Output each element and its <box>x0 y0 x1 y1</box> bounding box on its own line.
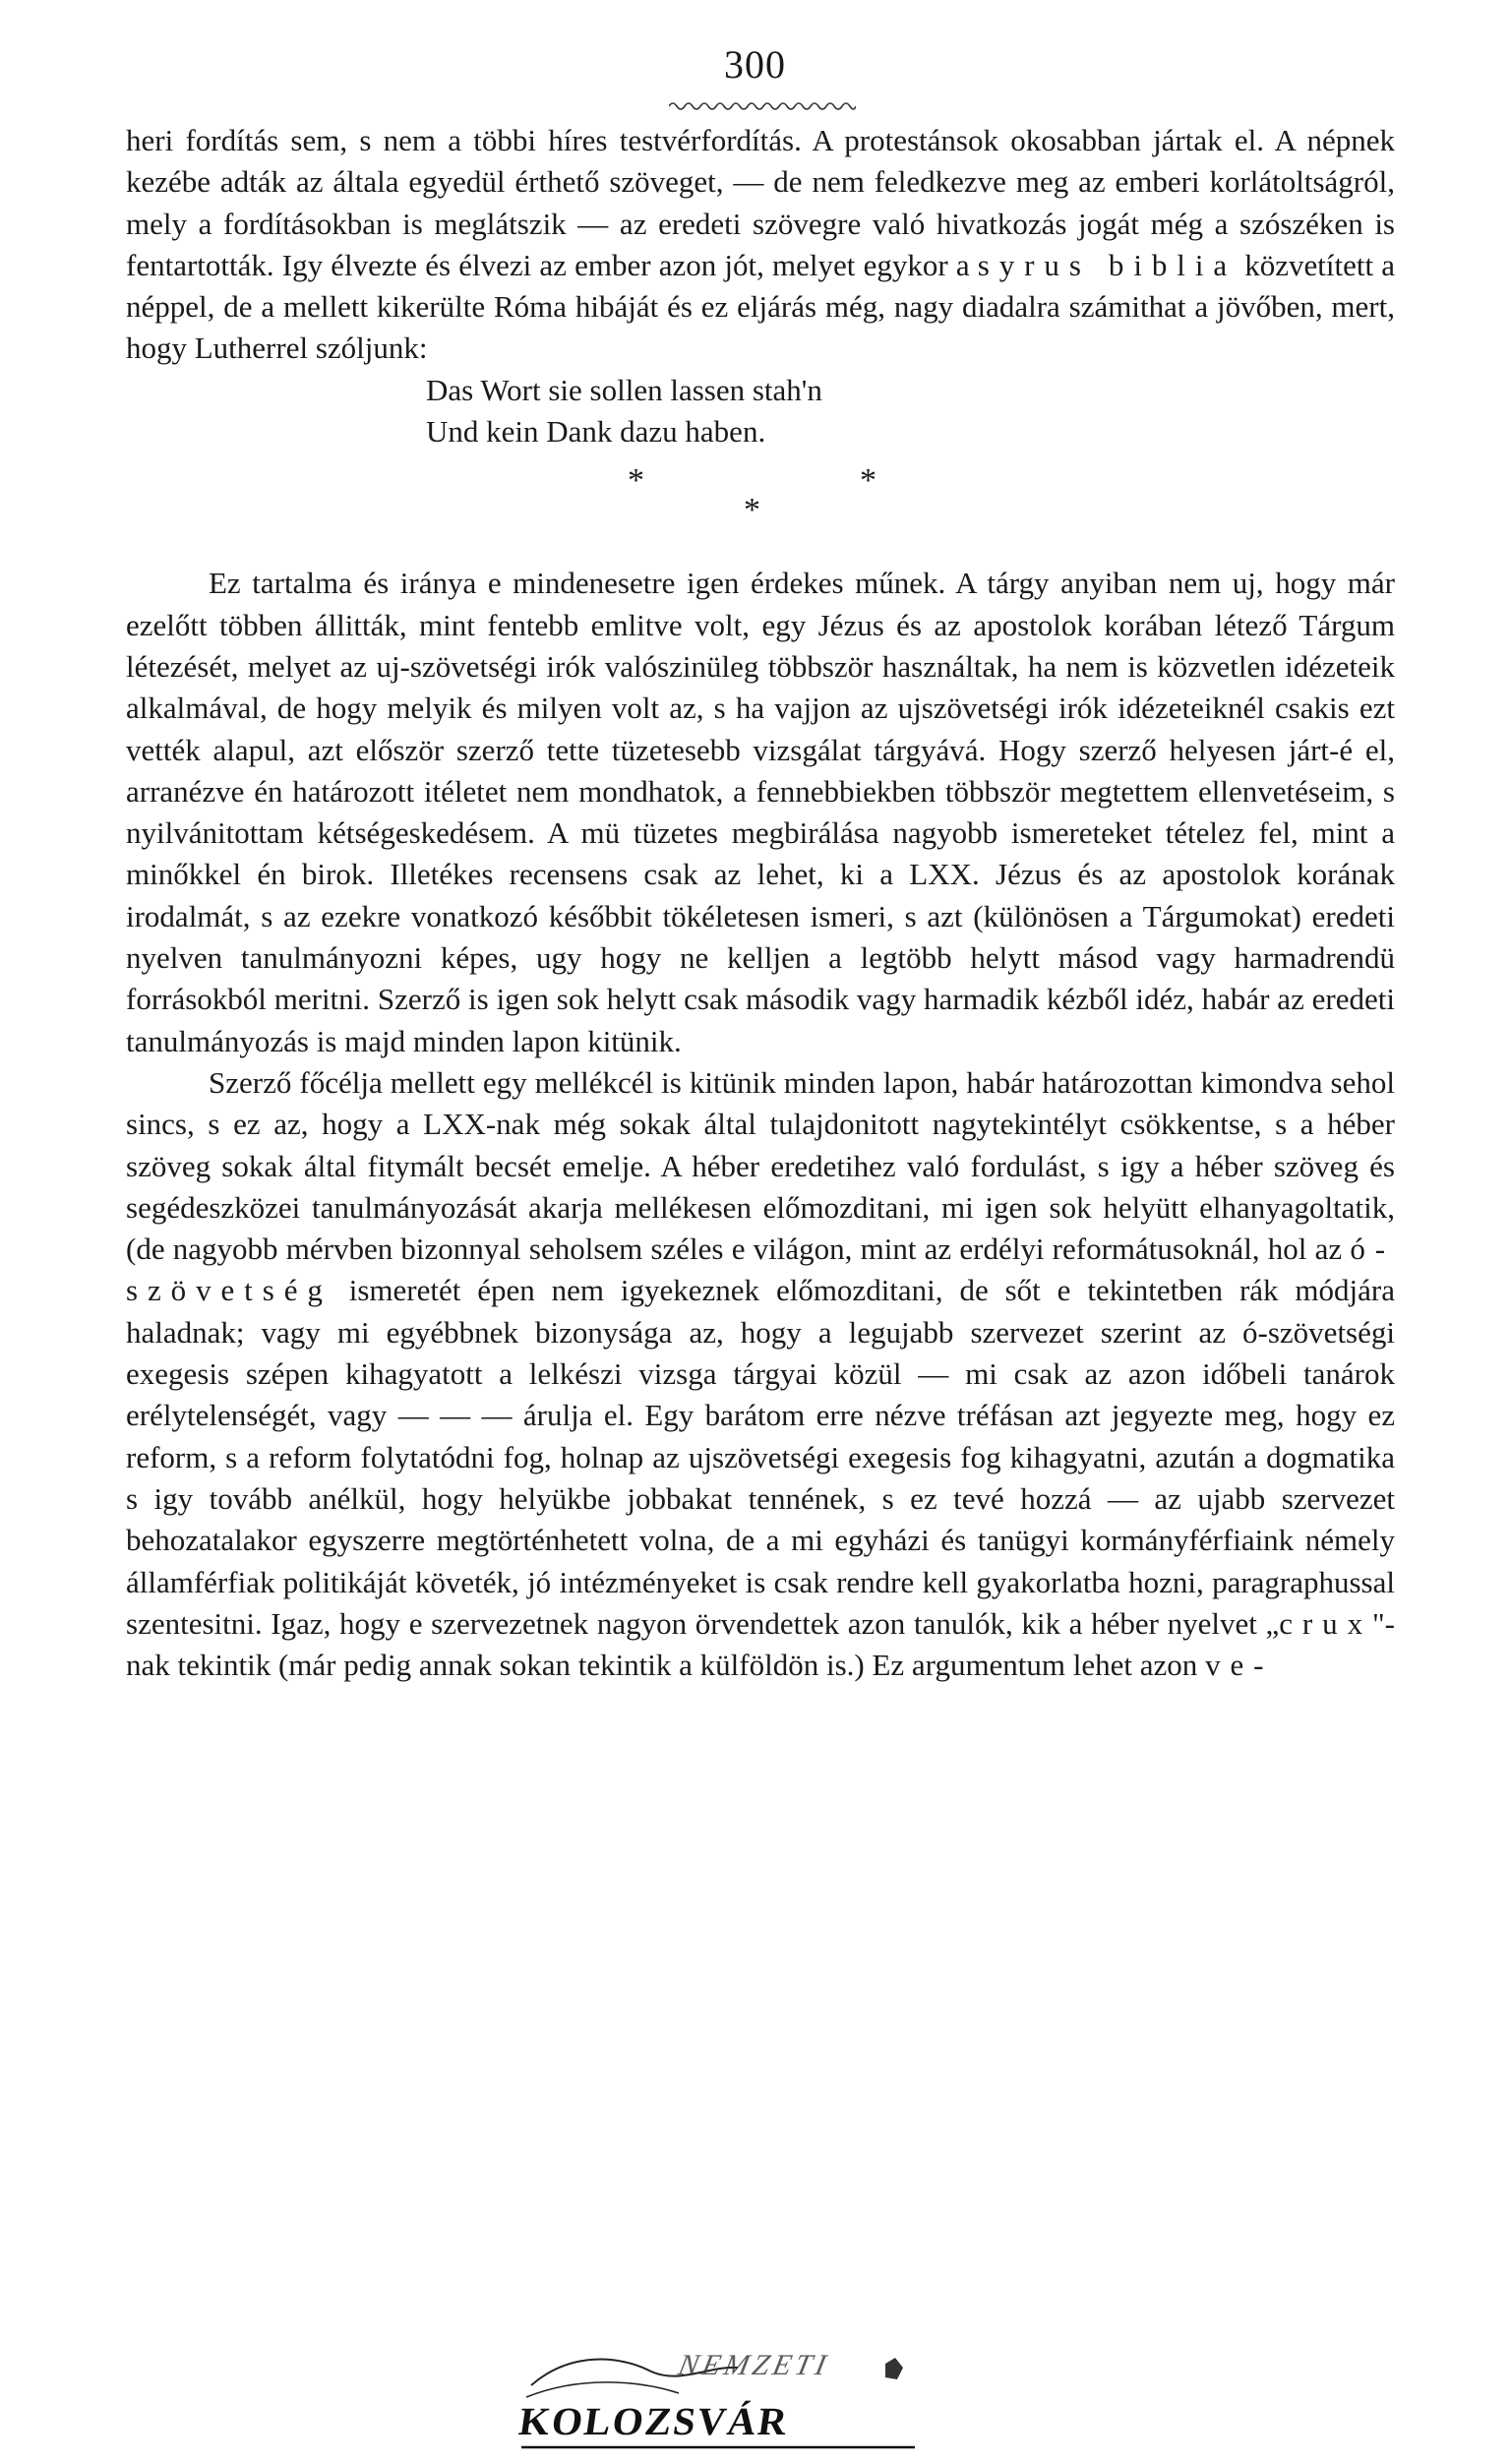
quote-line-1: Das Wort sie sollen lassen stah'n <box>426 372 822 407</box>
page-number: 300 <box>724 42 786 87</box>
paragraph-3-text-e: "-nak tekintik (már pedig annak sokan tekintik a külföldön is.) Ez argumentum lehet azon <box>126 1605 1395 1683</box>
paragraph-1-text-a: heri fordítás sem, s nem a többi híres testvérfordítás. A protestánsok okosabban jártak el. A népnek kezébe adták az általa egyedül érthető szöveget, — de nem feledkezve meg az emberi korlátoltságról, mely a fordításokban is meglátszik — az eredeti szövegre való hivatkozás jogát még a szószéken is fentartották. Igy élvezte és élvezi az ember azon jót, melyet egykor a <box>126 123 1395 282</box>
asterisk-middle: * <box>744 492 760 529</box>
stamp-text-bottom: KOLOZSVÁR <box>515 2399 792 2443</box>
paragraph-2: Ez tartalma és iránya e mindenesetre igen érdekes műnek. A tárgy anyiban nem uj, hogy már ezelőtt többen állitták, mint fentebb emlitve volt, egy Jézus és az apostolok korában létező Tárgum létezését, melyet az uj-szövetségi irók valószinüleg többször használtak, ha nem is közvetlen idézeteik alkalmával, de hogy melyik és milyen volt az, s ha vajjon az ujszövetségi irók idézeteiknél csakis ezt vették alapul, azt először szerző tette tüzetesebb vizsgálat tárgyává. Hogy szerző helyesen járt-é el, arranézve én határozott itéletet nem mondhatok, a fennebbiekben többször megtettem ellenvetéseim, s nyilvánitottam kétségeskedésem. A mü tüzetes megbirálása nagyobb ismereteket tételez fel, mint a minőkkel én birok. Illetékes recensens csak az lehet, ki a LXX. Jézus és az apostolok korának irodalmát, s az ezekre vonatkozó későbbit tökéletesen ismeri, s azt (különösen a Tárgumokat) eredeti nyelven tanulmányozni képes, ugy hogy ne kelljen a legtöbb helytt másod vagy harmadrendü forrásokból meritni. Szerző is igen sok helytt csak második vagy harmadik kézből idéz, habár az eredeti tanulmányozás is majd minden lapon kitünik. <box>126 566 1395 1058</box>
section-asterism <box>126 452 1395 563</box>
asterisk-right: * <box>860 462 876 500</box>
luther-quote <box>426 370 1395 453</box>
spaced-term-ve: ve- <box>1205 1648 1274 1683</box>
spaced-term-crux: crux <box>1279 1605 1373 1641</box>
asterisk-left: * <box>628 462 644 500</box>
wavy-rule-ornament <box>669 98 856 114</box>
paragraph-1 <box>126 120 1395 370</box>
quote-line-2: Und kein Dank dazu haben. <box>426 414 766 450</box>
stamp-text-top: NEMZETI <box>675 2349 833 2381</box>
spaced-term-o-szovetseg: ó-szövetség <box>126 1232 1395 1308</box>
spaced-term-syrus-biblia: syrus biblia <box>977 247 1238 282</box>
paragraph-3-text-a: Szerző főcélja mellett egy mellékcél is kitünik minden lapon, habár határozottan kimondva sehol sincs, s ez az, hogy a LXX-nak még sokak által tulajdonitott nagytekintélyt csökkentse, s a héber szöveg sokak által fitymált becsét emelje. A héber eredetihez való fordulást, s igy a héber szöveg és segédeszközei tanulmányozását akarja mellékesen előmozditani, mi igen sok helyütt elhanyagoltatik, (de nagyobb mérvben bizonnyal seholsem széles e világon, mint az erdélyi reformátusoknál, hol az <box>126 1064 1395 1267</box>
paragraph-3 <box>126 1062 1395 1686</box>
body-text <box>126 120 1395 1686</box>
paragraph-1-text-c: közvetített a néppel, de a mellett kikerülte Róma hibáját és ez eljárás még, nagy diadalra számithat a jövőben, mert, hogy Lutherrel szóljunk: <box>126 247 1395 366</box>
paragraph-3-text-c: ismeretét épen nem igyekeznek előmozditani, de sőt e tekintetben rák módjára haladnak; vagy mi egyébbnek bizonysága az, hogy a legujabb szervezet szerint az ó-szövetségi exegesis szépen kihagyatott a lelkészi vizsga tárgyai közül — mi csak az azon időbeli tanárok erélytelenségét, vagy — — — árulja el. Egy barátom erre nézve tréfásan azt jegyezte meg, hogy ez reform, s a reform folytatódni fog, holnap az ujszövetségi exegesis fog kihagyatni, azután a dogmatika s igy tovább anélkül, hogy helyükbe jobbakat tennének, s ez tevé hozzá — az ujabb szervezet behozatalakor egyszerre megtörténhetett volna, de a mi egyházi és tanügyi kormányférfiaink némely államférfiak politikáját követék, jó intézményeket is csak rendre kell gyakorlatba hozni, paragraphussal szentesitni. Igaz, hogy e szervezetnek nagyon örvendettek azon tanulók, kik a héber nyelvet „ <box>126 1273 1395 1641</box>
